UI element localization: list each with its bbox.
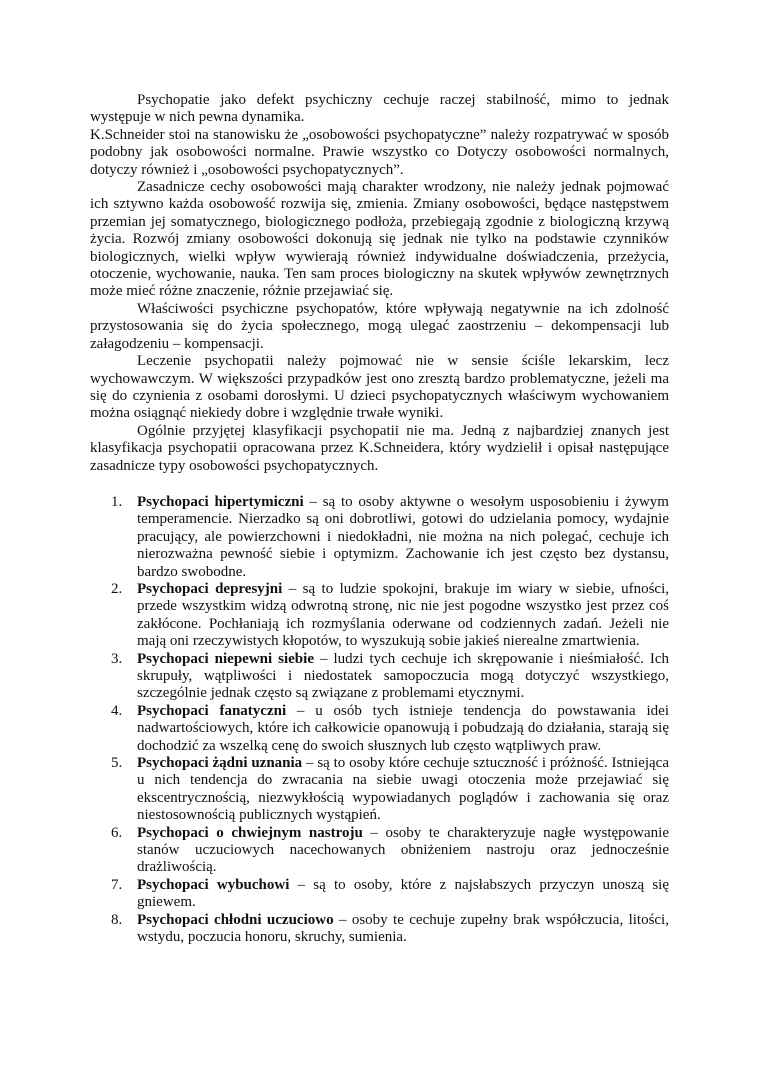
list-item-description: – osoby te charakteryzuje nagłe występowanie stanów uczuciowych nacechowanych obniżeniem nastroju oraz jednocześnie drażliwością. — [137, 824, 669, 876]
list-item-term: Psychopaci żądni uznania — [137, 755, 303, 772]
paragraph-dynamics: Psychopatie jako defekt psychiczny cechuje raczej stabilność, mimo to jednak występuje w nich pewna dynamika. — [90, 92, 669, 126]
list-item-number: 6. — [111, 824, 123, 841]
list-item-term: Psychopaci hipertymiczni — [137, 493, 304, 510]
paragraph-treatment: Leczenie psychopatii należy pojmować nie w sensie ściśle lekarskim, lecz wychowawczym. W większości przypadków jest ono zresztą bardzo problematyczne, jeżeli ma się do czynienia z osobami dorosłymi. U dzieci psychopatycznych właściwym wychowaniem można osiągnąć niekiedy dobre i względnie trwałe wyniki. — [90, 353, 669, 422]
list-item-description: – u osób tych istnieje tendencja do powstawania idei nadwartościowych, które ich całkowicie opanowują i pobudzają do działania, starają się dochodzić za wszelką cenę do swoich słusznych lub często wątpliwych praw. — [137, 702, 669, 754]
list-item-description: – są to osoby które cechuje sztuczność i próżność. Istniejąca u nich tendencja do zwracania na siebie uwagi otoczenia może przejawiać się ekscentrycznością, niezwykłością wypowiadanych poglądów i zachowania się oraz niestosownością publicznych wystąpień. — [137, 755, 669, 824]
list-item — [90, 494, 669, 581]
list-item — [90, 651, 669, 703]
list-item-number: 4. — [111, 702, 123, 719]
list-item — [90, 703, 669, 755]
list-item-description: – są to osoby aktywne o wesołym usposobieniu i żywym temperamencie. Nierzadko są oni dobrotliwi, gotowi do udzielania pomocy, wydajnie pracujący, ale powierzchowni i niedokładni, nie można na nich polegać, cechuje ich nierozważna pewność siebie i optymizm. Zachowanie ich jest często bez dystansu, bardzo swobodne. — [137, 493, 669, 580]
list-item-term: Psychopaci niepewni siebie — [137, 650, 314, 667]
list-item — [90, 912, 669, 947]
list-item-number: 3. — [111, 650, 123, 667]
list-item-number: 1. — [111, 493, 123, 510]
list-item-number: 8. — [111, 911, 123, 928]
paragraph-classification: Ogólnie przyjętej klasyfikacji psychopatii nie ma. Jedną z najbardziej znanych jest klasyfikacja psychopatii opracowana przez K.Schneidera, który wydzielił i opisał następujące zasadnicze typy osobowości psychopatycznych. — [90, 422, 669, 474]
list-item-description: – ludzi tych cechuje ich skrępowanie i nieśmiałość. Ich skrupuły, wątpliwości i niedostatek samopoczucia mogą dotyczyć wszystkiego, szczególnie jednak często są związane z problemami etycznymi. — [137, 650, 669, 702]
paragraph-innate-traits: Zasadnicze cechy osobowości mają charakter wrodzony, nie należy jednak pojmować ich sztywno każda osobowość rozwija się, zmienia. Zmiany osobowości, będące następstwem przemian jej somatycznego, biologicznego podłoża, przebiegają zgodnie z biologiczną krzywą życia. Rozwój zmiany osobowości dokonują się jednak nie tylko na podstawie czynników biologicznych, wielki wpływ wywierają również indywidualne doświadczenia, przeżycia, otoczenie, wychowanie, nauka. Ten sam proces biologiczny na skutek wpływów zewnętrznych może mieć różne znaczenie, różnie przejawiać się. — [90, 179, 669, 300]
list-item-description: – są to ludzie spokojni, brakuje im wiary w siebie, ufności, przede wszystkim widzą odwrotną stronę, nic nie jest pogodne wszystko jest przez coś zakłócone. Pochłaniają ich rozmyślania oderwane od codziennych zadań. Jeżeli nie mają oni rzeczywistych kłopotów, to wyszukują sobie jakieś nierealne zmartwienia. — [137, 580, 669, 650]
list-item — [90, 755, 669, 825]
paragraph-compensation: Właściwości psychiczne psychopatów, które wpływają negatywnie na ich zdolność przystosowania się do życia społecznego, mogą ulegać zaostrzeniu – dekompensacji lub załagodzeniu – kompensacji. — [90, 300, 669, 352]
list-item-term: Psychopaci wybuchowi — [137, 876, 290, 893]
list-item-term: Psychopaci chłodni uczuciowo — [137, 911, 334, 928]
list-item-number: 5. — [111, 755, 123, 772]
list-item-term: Psychopaci o chwiejnym nastroju — [137, 824, 363, 841]
list-item — [90, 877, 669, 912]
paragraph-schneider-view: K.Schneider stoi na stanowisku że „osobowości psychopatyczne” należy rozpatrywać w sposób podobny jak osobowości normalne. Prawie wszystko co Dotyczy osobowości normalnych, dotyczy również i „osobowości psychopatycznych”. — [90, 126, 669, 178]
list-item-description: – są to osoby, które z najsłabszych przyczyn unoszą się gniewem. — [137, 876, 670, 911]
list-item-number: 7. — [111, 876, 123, 893]
list-item — [90, 825, 669, 877]
list-item-description: – osoby te cechuje zupełny brak współczucia, litości, wstydu, poczucia honoru, skruchy, sumienia. — [137, 911, 669, 946]
list-item — [90, 581, 669, 651]
list-item-term: Psychopaci depresyjni — [137, 580, 283, 597]
list-item-number: 2. — [111, 580, 123, 597]
psychopathy-types-list — [90, 494, 669, 947]
list-item-term: Psychopaci fanatyczni — [137, 702, 287, 719]
